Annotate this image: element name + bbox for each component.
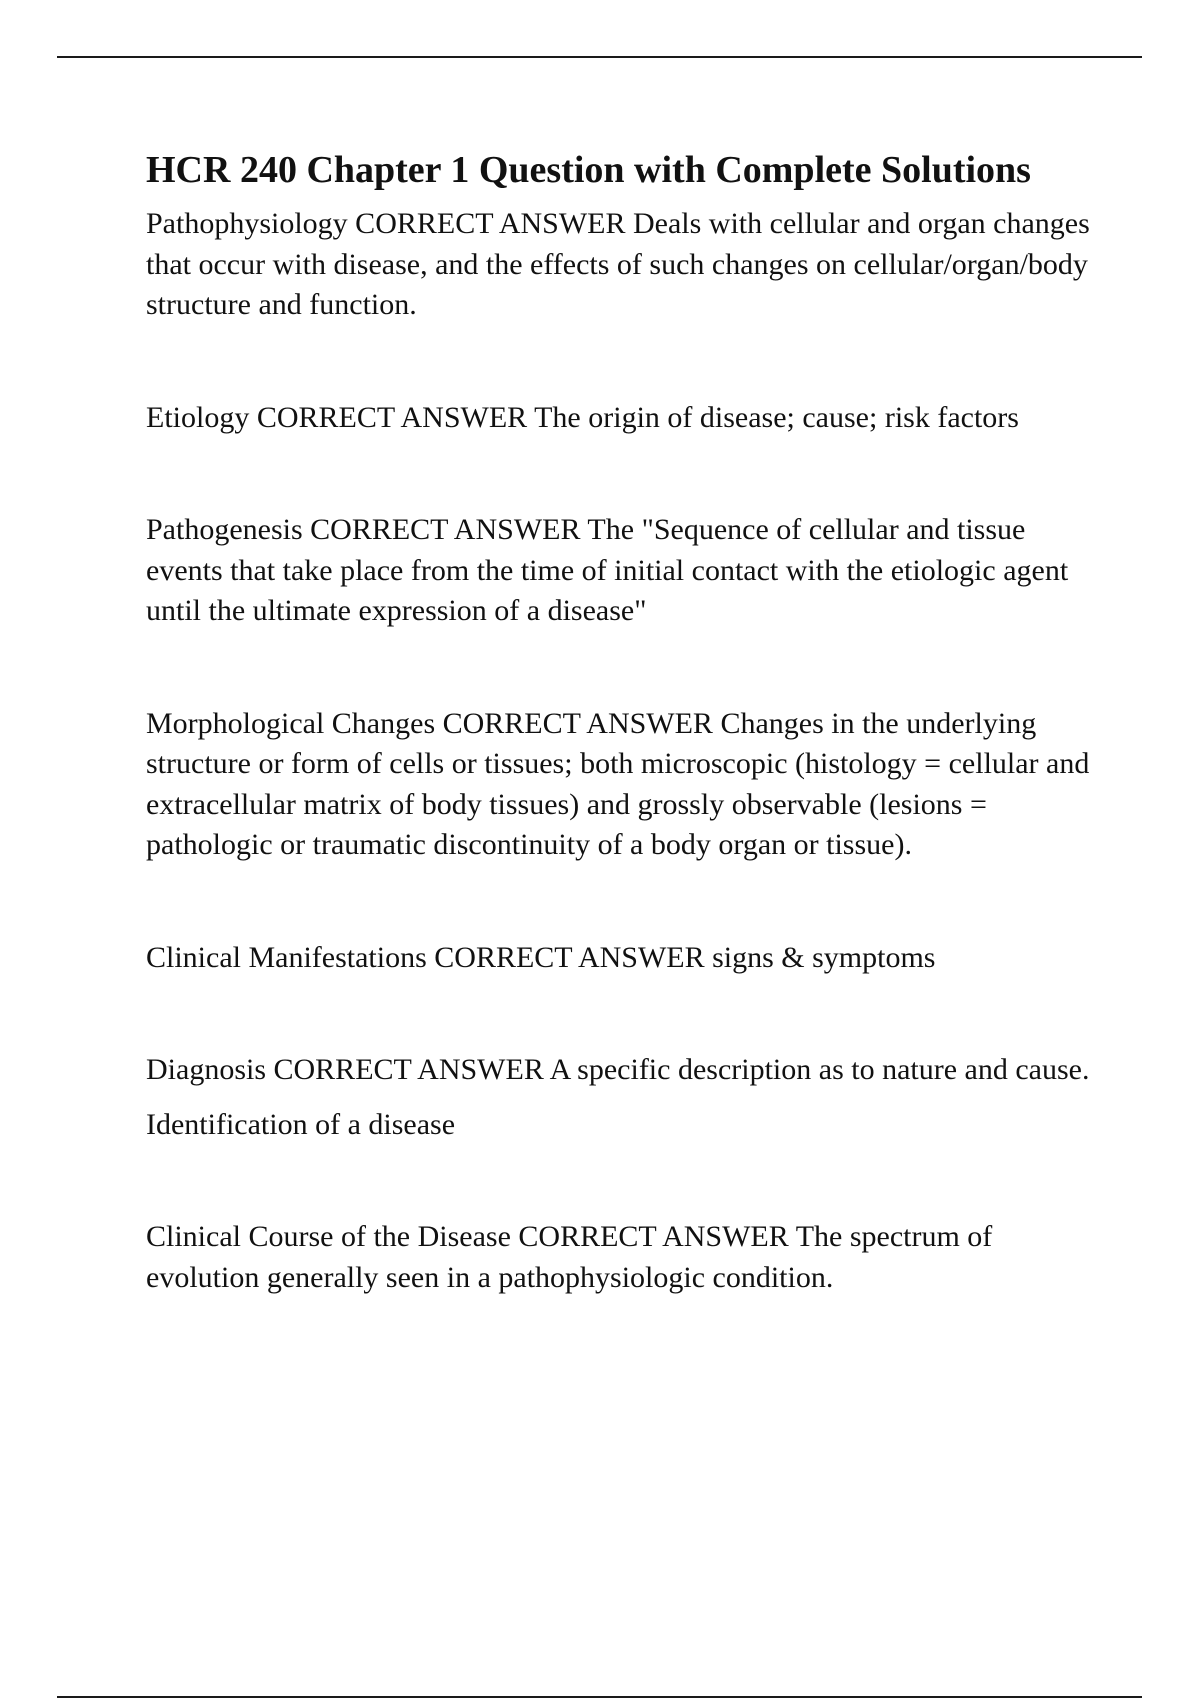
entry-diagnosis: Diagnosis CORRECT ANSWER A specific description as to nature and cause. [146, 1053, 1090, 1086]
entry-clinical-course: Clinical Course of the Disease CORRECT ANSWER The spectrum of evolution generally seen in a pathophysiologic condition. [146, 1220, 993, 1294]
spacer [146, 632, 1106, 704]
header-rule [57, 56, 1142, 58]
entry-morphological-changes: Morphological Changes CORRECT ANSWER Changes in the underlying structure or form of cells or tissues; both microscopic (histology = cellular and extracellular matrix of body tissues) and grossly observable (lesions = pathologic or traumatic discontinuity of a body organ or tissue). [146, 706, 1090, 861]
footer-rule [57, 1696, 1142, 1698]
entry-pathophysiology: Pathophysiology CORRECT ANSWER Deals with cellular and organ changes that occur with disease, and the effects of such changes on cellular/organ/body structure and function. [146, 207, 1090, 321]
entry-diagnosis-continuation: Identification of a disease [146, 1107, 456, 1141]
spacer [146, 866, 1106, 938]
entry-etiology: Etiology CORRECT ANSWER The origin of disease; cause; risk factors [146, 400, 1019, 434]
spacer [146, 438, 1106, 510]
spacer [146, 1145, 1106, 1217]
spacer [146, 326, 1106, 398]
spacer [146, 1091, 1106, 1105]
page-title: HCR 240 Chapter 1 Question with Complete Solutions [146, 149, 1031, 191]
spacer [146, 978, 1106, 1050]
entry-pathogenesis: Pathogenesis CORRECT ANSWER The "Sequence of cellular and tissue events that take place from the time of initial contact with the etiologic agent until the ultimate expression of a disease" [146, 513, 1069, 627]
entry-clinical-manifestations: Clinical Manifestations CORRECT ANSWER signs & symptoms [146, 940, 936, 974]
document-body [146, 140, 1106, 1298]
